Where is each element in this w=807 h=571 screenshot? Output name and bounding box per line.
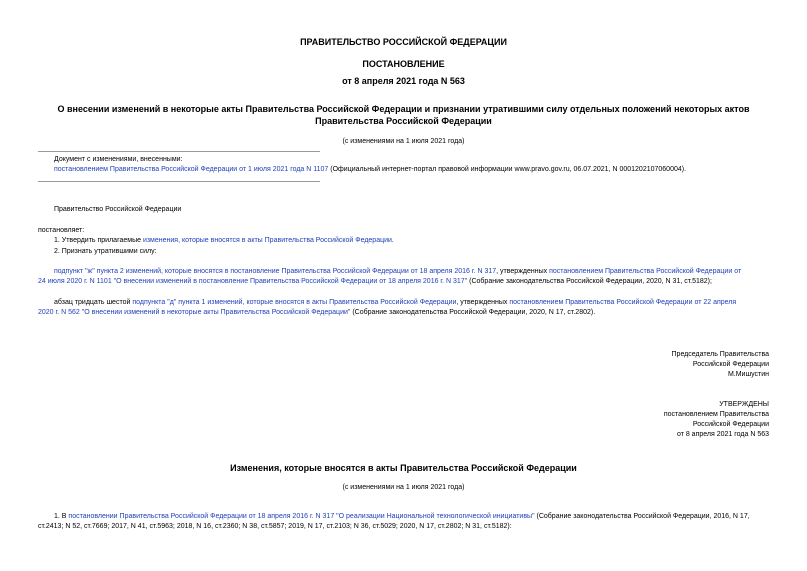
subparagraph-d-link[interactable]: подпункта "д" пункта 1 изменений, которые вносятся в акты Правительства Российской Федерации	[132, 299, 457, 306]
resolution-1101-link-part-1[interactable]: постановлением Правительства Российской Федерации от	[549, 268, 742, 275]
document-title-line-2: Правительства Российской Федерации	[315, 116, 492, 126]
repealed-paragraph-1-source: (Собрание законодательства Российской Федерации, 2020, N 31, ст.5182);	[467, 278, 712, 285]
signature-body: Российской Федерации	[692, 361, 769, 368]
annex-revision-note: (с изменениями на 1 июля 2021 года)	[342, 484, 465, 491]
repealed-paragraph-2-line-1	[54, 299, 736, 306]
approval-line-4: от 8 апреля 2021 года N 563	[676, 431, 769, 438]
approval-heading: УТВЕРЖДЕНЫ	[719, 401, 769, 408]
issuer: Правительство Российской Федерации	[54, 206, 182, 213]
annex-item-1-source: (Собрание законодательства Российской Федерации, 2016, N 17,	[534, 513, 750, 520]
item-2: 2. Признать утратившими силу:	[54, 248, 157, 255]
resolution-562-link-part-1[interactable]: постановлением Правительства Российской Федерации от 22 апреля	[509, 299, 737, 306]
item-1-text: 1. Утвердить прилагаемые	[54, 237, 143, 244]
repealed-paragraph-2-line-2	[38, 309, 595, 316]
annex-title: Изменения, которые вносятся в акты Правительства Российской Федерации	[230, 463, 577, 473]
approval-line-2: постановлением Правительства	[663, 411, 769, 418]
amending-act-source: (Официальный интернет-портал правовой информации www.pravo.gov.ru, 06.07.2021, N 0001202107060004).	[328, 166, 687, 173]
resolution-317-link[interactable]: постановлении Правительства Российской Федерации от 18 апреля 2016 г. N 317 "О реализации Национальной технологической инициативы"	[68, 513, 535, 520]
annex-item-1-start: 1. В	[54, 513, 69, 520]
resolution-1101-link-part-2[interactable]: 24 июля 2020 г. N 1101 "О внесении изменений в постановление Правительства Российской Федерации от 18 апреля 2016 г. N 317"	[38, 278, 468, 285]
revision-note: (с изменениями на 1 июля 2021 года)	[342, 138, 465, 145]
repealed-paragraph-2-source: (Собрание законодательства Российской Федерации, 2020, N 17, ст.2802).	[350, 309, 596, 316]
item-1-end: .	[391, 237, 394, 244]
document-type: ПОСТАНОВЛЕНИЕ	[362, 59, 445, 69]
changes-box-label: Документ с изменениями, внесенными:	[54, 156, 183, 163]
subparagraph-zh-link[interactable]: подпункт "ж" пункта 2 изменений, которые вносятся в постановление Правительства Российской Федерации от 18 апреля 2016 г. N 317	[54, 268, 497, 275]
repealed-paragraph-1-line-1	[54, 268, 741, 275]
signature-name: М.Мишустин	[727, 371, 769, 378]
annex-item-1-line-2: ст.2413; N 52, ст.7669; 2017, N 41, ст.5963; 2018, N 16, ст.2360; N 38, ст.5857; 2019, N 17, ст.2103; N 36, ст.5029; 2020, N 17, ст.2802; N 31, ст.5182):	[38, 523, 512, 530]
item-1	[54, 237, 394, 244]
changes-box-bottom-rule	[38, 181, 320, 182]
signature-position: Председатель Правительства	[671, 351, 769, 358]
changes-box-top-rule	[38, 151, 320, 152]
document-date-number: от 8 апреля 2021 года N 563	[342, 76, 465, 86]
repealed-paragraph-1-line-2	[38, 278, 712, 285]
resolution-562-link-part-2[interactable]: 2020 г. N 562 "О внесении изменений в некоторые акты Правительства Российской Федерации"	[38, 309, 351, 316]
decides-word: постановляет:	[38, 227, 85, 234]
government-heading: ПРАВИТЕЛЬСТВО РОССИЙСКОЙ ФЕДЕРАЦИИ	[300, 37, 507, 47]
approved-changes-link[interactable]: изменения, которые вносятся в акты Правительства Российской Федерации	[142, 237, 392, 244]
amending-act-link[interactable]: постановлением Правительства Российской Федерации от 1 июля 2021 года N 1107	[54, 166, 329, 173]
annex-item-1-line-1	[54, 513, 750, 520]
document-title-line-1: О внесении изменений в некоторые акты Правительства Российской Федерации и признании утратившими силу отдельных положений некоторых актов	[57, 104, 750, 114]
repealed-paragraph-2-start: абзац тридцать шестой	[54, 299, 133, 306]
changes-box-entry	[54, 166, 686, 173]
repealed-paragraph-2-mid: , утвержденных	[456, 299, 510, 306]
repealed-paragraph-1-mid: , утвержденных	[496, 268, 550, 275]
approval-line-3: Российской Федерации	[692, 421, 769, 428]
